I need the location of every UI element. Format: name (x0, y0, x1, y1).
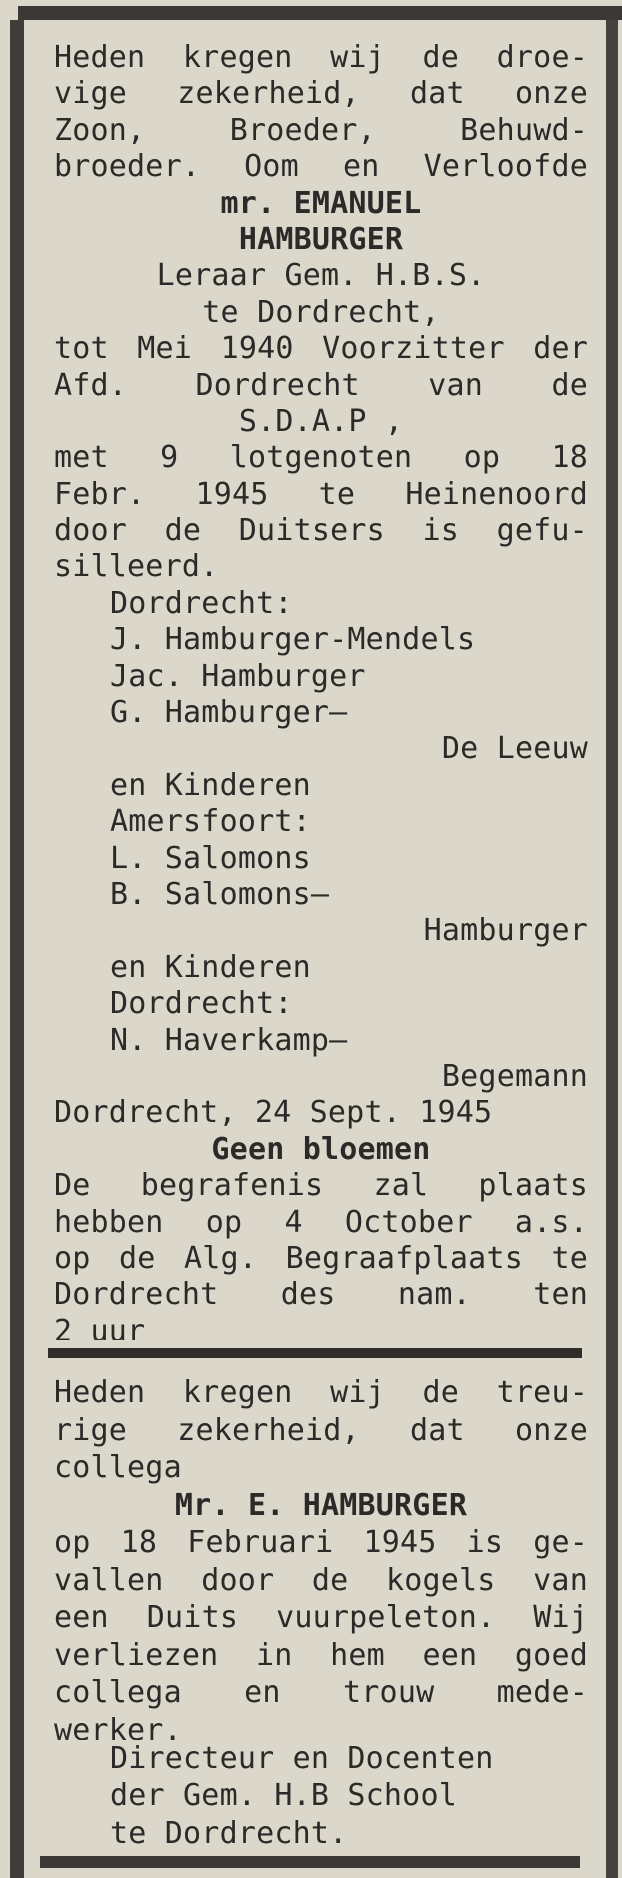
text-line: Heden kregen wij de treu- (54, 1375, 588, 1410)
death-notice-colleagues (54, 1374, 588, 1852)
family-member: Jac. Hamburger (110, 658, 366, 694)
place-heading: Dordrecht: (110, 986, 293, 1022)
text-line: Afd. Dordrecht van de (54, 367, 588, 403)
text-line: vallen door de kogels van (54, 1562, 588, 1598)
text-line: S.D.A.P , (238, 403, 404, 439)
text-line: hebben op 4 October a.s. (54, 1204, 588, 1240)
no-flowers-line: Geen bloemen (211, 1131, 431, 1167)
family-member-continued: Hamburger (423, 913, 588, 949)
signatory-line: der Gem. H.B School (110, 1778, 457, 1813)
family-member: G. Hamburger— (110, 695, 348, 731)
family-member: L. Salomons (110, 840, 311, 876)
text-line: op de Alg. Begraafplaats te (54, 1240, 588, 1276)
text-line: vige zekerheid, dat onze (54, 76, 588, 112)
bottom-border-rule (40, 1856, 580, 1868)
text-line: rige zekerheid, dat onze (54, 1412, 588, 1448)
text-line: Dordrecht des nam. ten (54, 1277, 588, 1313)
text-line: op 18 Februari 1945 is ge- (54, 1525, 588, 1560)
text-line: door de Duitsers is gefu- (54, 513, 588, 549)
text-line: collega (54, 1450, 182, 1485)
text-line: Zoon, Broeder, Behuwd- (54, 112, 588, 148)
text-line: De begrafenis zal plaats (54, 1168, 588, 1204)
deceased-name-line: mr. EMANUEL (220, 185, 422, 221)
separator-rule (48, 1348, 582, 1358)
text-line-cut-off: 2 uur (54, 1313, 146, 1340)
place-heading: Dordrecht: (110, 585, 293, 621)
place-heading: Amersfoort: (110, 804, 311, 840)
text-line: tot Mei 1940 Voorzitter der (54, 331, 588, 367)
family-member: J. Hamburger-Mendels (110, 622, 476, 658)
top-border-rule (18, 6, 622, 20)
text-line: collega en trouw mede- (54, 1675, 588, 1710)
text-line: Leraar Gem. H.B.S. (156, 258, 486, 294)
signatory-line: te Dordrecht. (110, 1815, 348, 1851)
text-line: silleerd. (54, 549, 219, 585)
text-line: Febr. 1945 te Heinenoord (54, 476, 588, 512)
family-member: B. Salomons— (110, 876, 330, 912)
text-line: broeder. Oom en Verloofde (54, 149, 588, 185)
family-member: en Kinderen (110, 949, 311, 985)
signatory-line: Directeur en Docenten (110, 1740, 494, 1776)
deceased-surname-line: HAMBURGER (238, 221, 404, 257)
left-border-rule (10, 20, 24, 1878)
date-line: Dordrecht, 24 Sept. 1945 (54, 1095, 493, 1131)
family-member-continued: De Leeuw (441, 731, 588, 767)
text-line: verliezen in hem een goed (54, 1637, 588, 1673)
family-member: N. Haverkamp— (110, 1022, 348, 1058)
deceased-name-line: Mr. E. HAMBURGER (174, 1487, 468, 1523)
text-line: te Dordrecht, (202, 294, 440, 330)
text-line: met 9 lotgenoten op 18 (54, 440, 588, 476)
text-line-faded: werker. (54, 1712, 182, 1740)
death-notice-family (54, 40, 588, 1340)
family-member: en Kinderen (110, 767, 311, 803)
text-line: een Duits vuurpeleton. Wij (54, 1600, 588, 1635)
text-line: Heden kregen wij de droe- (54, 40, 588, 75)
family-member-continued: Begemann (441, 1058, 588, 1094)
right-border-rule (606, 20, 618, 1878)
